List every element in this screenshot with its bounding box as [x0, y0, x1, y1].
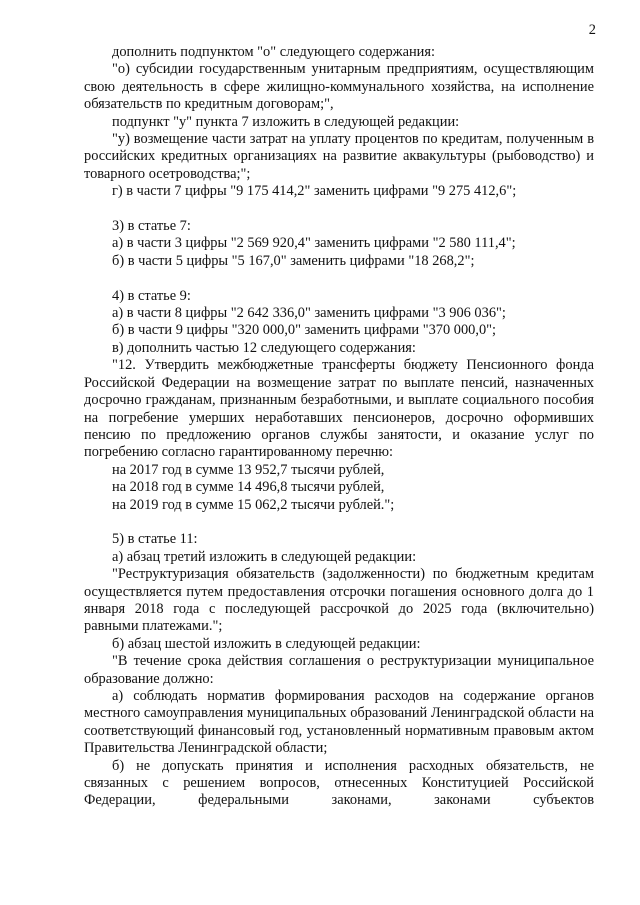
paragraph: а) в части 8 цифры "2 642 336,0" заменить цифрами "3 906 036";	[112, 305, 506, 322]
paragraph-gap	[84, 201, 594, 218]
paragraph: "о) субсидии государственным унитарным предприятиям, осуществляющим свою деятельность в сфере жилищно-коммунального хозяйства, на исполнение обязательств по кредитным договорам;",	[84, 61, 594, 113]
paragraph: а) в части 3 цифры "2 569 920,4" заменить цифрами "2 580 111,4";	[112, 235, 516, 252]
page-number: 2	[588, 22, 596, 38]
paragraph: "12. Утвердить межбюджетные трансферты бюджету Пенсионного фонда Российской Федерации на возмещение затрат по выплате пенсий, назначенных досрочно гражданам, признанным безработными, и выплате социального пособия на погребение умерших неработавших пенсионеров, досрочно оформивших пенсию по предложению органов службы занятости, и оказание услуг по погребению согласно гарантированному перечню:	[84, 357, 594, 461]
paragraph: подпункт "у" пункта 7 изложить в следующей редакции:	[112, 113, 460, 130]
paragraph: б) не допускать принятия и исполнения расходных обязательств, не связанных с решением вопросов, отнесенных Конституцией Российской Федерации, федеральными законами, законами субъектов	[84, 757, 594, 809]
paragraph: в) дополнить частью 12 следующего содержания:	[112, 339, 416, 356]
paragraph: "В течение срока действия соглашения о реструктуризации муниципальное образование должно:	[84, 653, 594, 687]
paragraph: а) абзац третий изложить в следующей редакции:	[112, 548, 417, 565]
paragraph: 4) в статье 9:	[112, 287, 191, 304]
paragraph: 5) в статье 11:	[112, 531, 198, 548]
paragraph: б) абзац шестой изложить в следующей редакции:	[112, 635, 421, 652]
paragraph-gap	[84, 514, 594, 531]
document-body	[84, 44, 594, 810]
paragraph-gap	[84, 270, 594, 287]
paragraph: на 2019 год в сумме 15 062,2 тысячи рублей.";	[112, 496, 395, 513]
paragraph: на 2018 год в сумме 14 496,8 тысячи рублей,	[112, 479, 385, 496]
paragraph: б) в части 5 цифры "5 167,0" заменить цифрами "18 268,2";	[112, 252, 475, 269]
paragraph: "у) возмещение части затрат на уплату процентов по кредитам, полученным в российских кредитных организациях на развитие аквакультуры (рыбоводство) и товарного осетроводства;";	[84, 131, 594, 182]
paragraph: а) соблюдать норматив формирования расходов на содержание органов местного самоуправления муниципальных образований Ленинградской области на соответствующий финансовый год, установленный нормативным правовым актом Правительства Ленинградской области;	[84, 687, 594, 757]
paragraph: б) в части 9 цифры "320 000,0" заменить цифрами "370 000,0";	[112, 322, 497, 339]
paragraph: на 2017 год в сумме 13 952,7 тысячи рублей,	[112, 461, 385, 478]
paragraph: дополнить подпунктом "о" следующего содержания:	[112, 44, 435, 60]
paragraph: 3) в статье 7:	[112, 218, 191, 235]
paragraph: "Реструктуризация обязательств (задолженности) по бюджетным кредитам осуществляется путем предоставления отсрочки погашения основного долга до 1 января 2018 года с последующей рассрочкой до 2025 года (включительно) равными платежами.";	[84, 566, 594, 635]
paragraph: г) в части 7 цифры "9 175 414,2" заменить цифрами "9 275 412,6";	[112, 183, 517, 200]
